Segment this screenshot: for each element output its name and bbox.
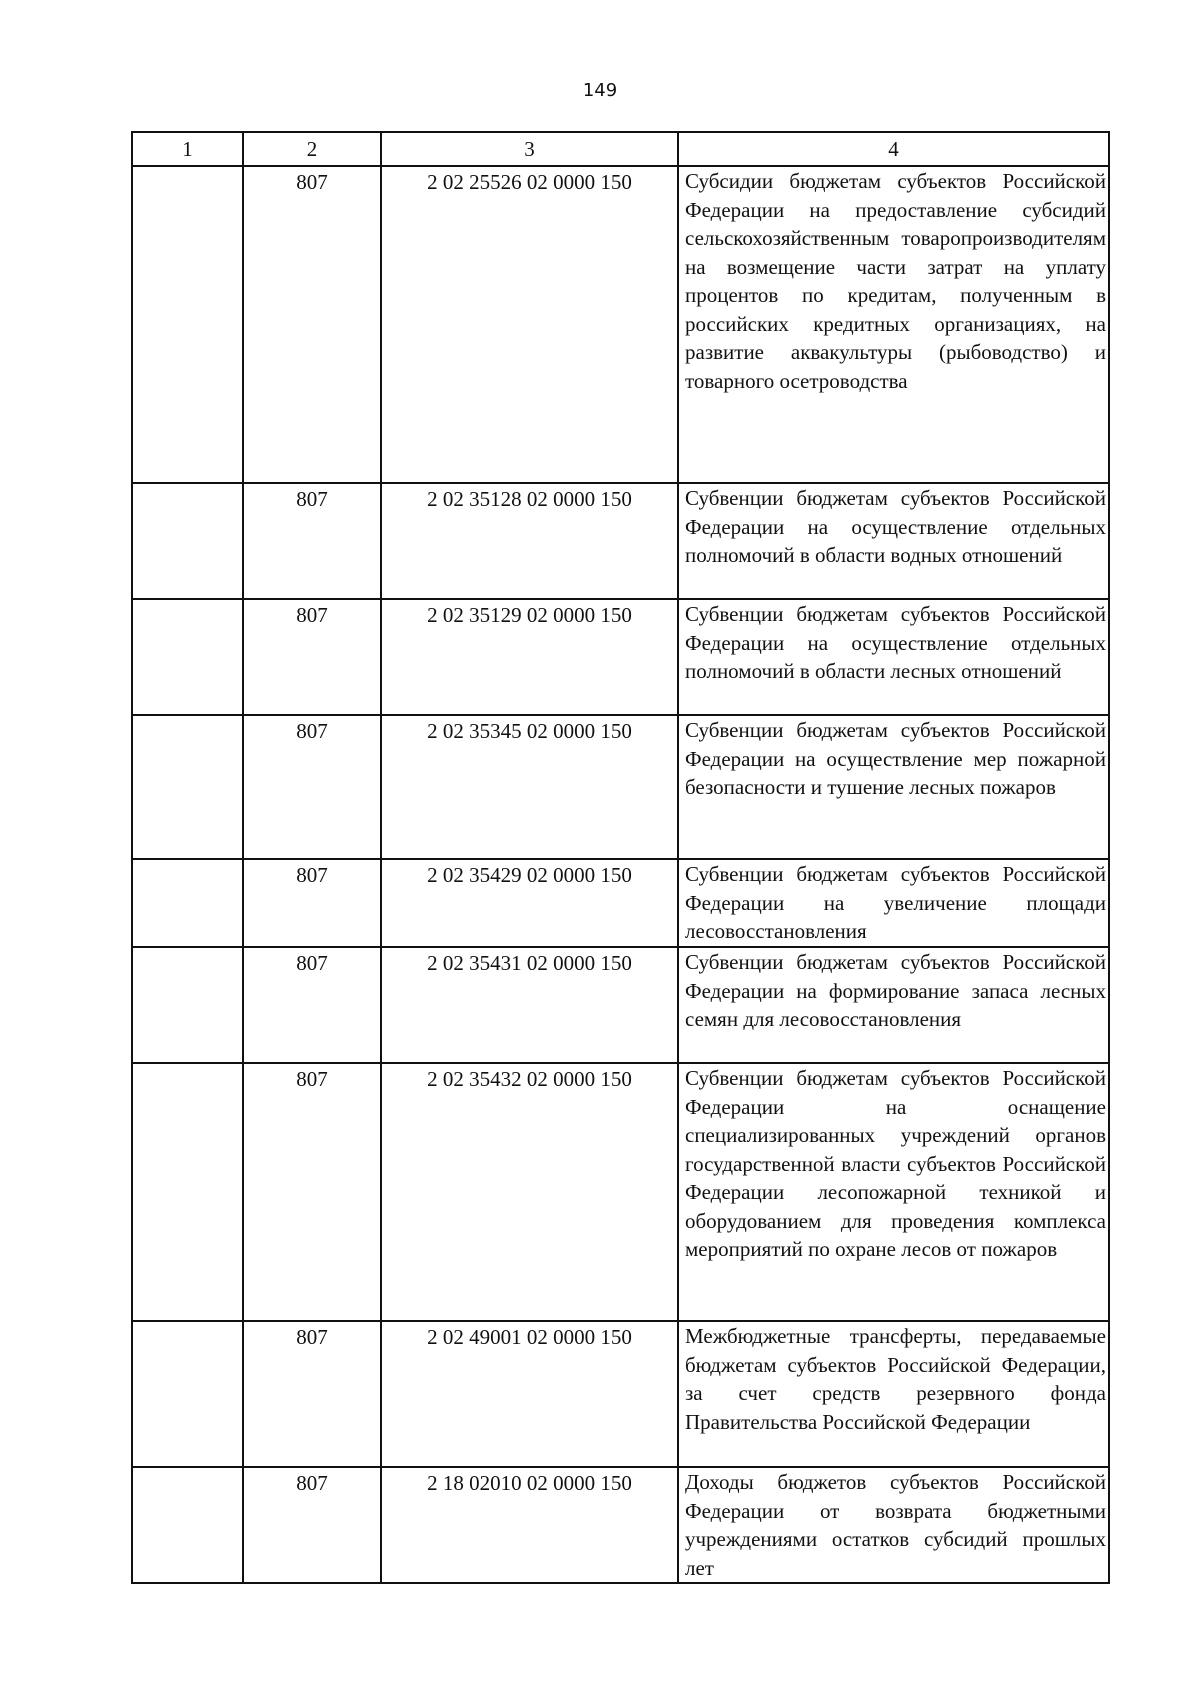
budget-code-cell: 2 02 35431 02 0000 150 (381, 947, 678, 1063)
row-number-cell (132, 1467, 243, 1583)
admin-code-cell: 807 (243, 715, 381, 859)
budget-code-cell: 2 02 25526 02 0000 150 (381, 166, 678, 483)
table-row (132, 166, 1109, 483)
row-number-cell (132, 859, 243, 947)
row-number-cell (132, 1321, 243, 1467)
description-cell: Субсидии бюджетам субъектов Российской Федерации на предоставление субсидий сельскохозяйственным товаропроизводителям на возмещение части затрат на уплату процентов по кредитам, полученным в российских кредитных организациях, на развитие аквакультуры (рыбоводство) и товарного осетроводства (678, 166, 1109, 483)
table-row (132, 859, 1109, 947)
admin-code-cell: 807 (243, 947, 381, 1063)
budget-code-cell: 2 02 49001 02 0000 150 (381, 1321, 678, 1467)
table-row (132, 1063, 1109, 1321)
column-header-4: 4 (678, 132, 1109, 166)
description-cell: Субвенции бюджетам субъектов Российской Федерации на осуществление отдельных полномочий в области лесных отношений (678, 599, 1109, 715)
column-header-2: 2 (243, 132, 381, 166)
admin-code-cell: 807 (243, 859, 381, 947)
column-header-1: 1 (132, 132, 243, 166)
description-cell: Субвенции бюджетам субъектов Российской Федерации на оснащение специализированных учреждений органов государственной власти субъектов Российской Федерации лесопожарной техникой и оборудованием для проведения комплекса мероприятий по охране лесов от пожаров (678, 1063, 1109, 1321)
description-cell: Субвенции бюджетам субъектов Российской Федерации на увеличение площади лесовосстановления (678, 859, 1109, 947)
budget-code-cell: 2 02 35345 02 0000 150 (381, 715, 678, 859)
row-number-cell (132, 947, 243, 1063)
row-number-cell (132, 483, 243, 599)
table-row (132, 947, 1109, 1063)
description-cell: Субвенции бюджетам субъектов Российской Федерации на осуществление отдельных полномочий в области водных отношений (678, 483, 1109, 599)
table-row (132, 1321, 1109, 1467)
budget-code-cell: 2 18 02010 02 0000 150 (381, 1467, 678, 1583)
admin-code-cell: 807 (243, 1063, 381, 1321)
table-header-row (132, 132, 1109, 166)
budget-classification-table (131, 131, 1110, 1584)
page-number: 149 (582, 80, 618, 101)
row-number-cell (132, 599, 243, 715)
budget-code-cell: 2 02 35128 02 0000 150 (381, 483, 678, 599)
description-cell: Доходы бюджетов субъектов Российской Федерации от возврата бюджетными учреждениями остатков субсидий прошлых лет (678, 1467, 1109, 1583)
budget-code-cell: 2 02 35429 02 0000 150 (381, 859, 678, 947)
admin-code-cell: 807 (243, 1467, 381, 1583)
description-cell: Субвенции бюджетам субъектов Российской Федерации на формирование запаса лесных семян для лесовосстановления (678, 947, 1109, 1063)
admin-code-cell: 807 (243, 599, 381, 715)
row-number-cell (132, 166, 243, 483)
description-cell: Субвенции бюджетам субъектов Российской Федерации на осуществление мер пожарной безопасности и тушение лесных пожаров (678, 715, 1109, 859)
table-row (132, 483, 1109, 599)
table-row (132, 599, 1109, 715)
row-number-cell (132, 1063, 243, 1321)
budget-code-cell: 2 02 35432 02 0000 150 (381, 1063, 678, 1321)
table-row (132, 1467, 1109, 1583)
description-cell: Межбюджетные трансферты, передаваемые бюджетам субъектов Российской Федерации, за счет средств резервного фонда Правительства Российской Федерации (678, 1321, 1109, 1467)
admin-code-cell: 807 (243, 166, 381, 483)
admin-code-cell: 807 (243, 1321, 381, 1467)
budget-code-cell: 2 02 35129 02 0000 150 (381, 599, 678, 715)
column-header-3: 3 (381, 132, 678, 166)
row-number-cell (132, 715, 243, 859)
admin-code-cell: 807 (243, 483, 381, 599)
table-row (132, 715, 1109, 859)
